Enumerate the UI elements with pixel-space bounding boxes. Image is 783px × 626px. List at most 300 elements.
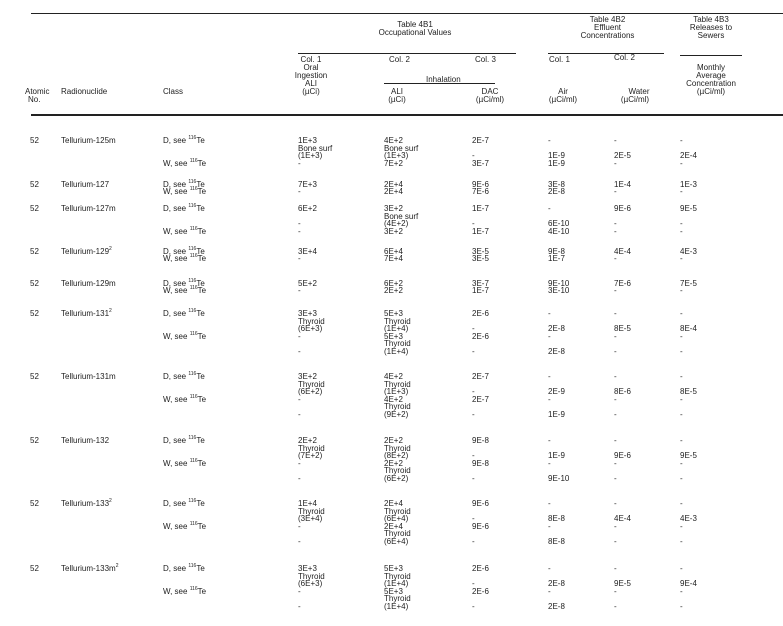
col3-4b1-units <box>470 88 510 104</box>
atomic-number: 52 <box>30 564 39 573</box>
dac-value: 9E-6 <box>472 499 489 508</box>
class-d <box>163 373 205 381</box>
water-value: 7E-6 <box>614 279 631 288</box>
col3-4b1-label: Col. 3 <box>475 55 496 64</box>
isotope-mass: 116 <box>188 308 197 314</box>
sewer-value: - <box>680 394 683 404</box>
air-value: 1E-9 <box>548 151 565 161</box>
oral-value: - <box>298 226 301 236</box>
oral-value: - <box>298 286 301 295</box>
ali-value: 6E+2 <box>384 279 403 288</box>
sewer-value: - <box>680 564 683 573</box>
dac-value: - <box>472 219 475 229</box>
ali-value: (1E+3) <box>384 151 409 161</box>
dac-value: 3E-7 <box>472 279 489 288</box>
atomic-number: 52 <box>30 436 39 445</box>
class-label: D, see <box>163 136 189 145</box>
sewer-value: - <box>680 372 683 381</box>
ali-value: Thyroid <box>384 506 411 516</box>
element-symbol: Te <box>196 136 205 145</box>
element-symbol: Te <box>197 522 207 531</box>
uci-label: (µCi) <box>302 87 320 96</box>
air-value: - <box>548 372 551 381</box>
ali-value: Thyroid <box>384 594 411 604</box>
oral-value: 3E+4 <box>298 247 317 256</box>
water-value: - <box>614 564 617 573</box>
isotope-mass: 116 <box>188 246 197 252</box>
dac-label: DAC <box>481 87 499 96</box>
ali-value: 3E+2 <box>384 226 403 236</box>
air-value: 2E-8 <box>548 602 565 611</box>
sewer-value: - <box>680 286 683 295</box>
oral-value: Thyroid <box>298 316 325 326</box>
radionuclide-label: Tellurium-129 <box>61 247 110 256</box>
oral-value: Thyroid <box>298 506 325 516</box>
water-value: 9E-6 <box>614 451 631 461</box>
oral-value: 3E+3 <box>298 309 317 318</box>
dac-value: 3E-5 <box>472 254 489 263</box>
dac-value: - <box>472 514 475 524</box>
atomic-number: 52 <box>30 309 39 318</box>
dac-value: 9E-6 <box>472 180 489 189</box>
air-value: - <box>548 499 551 508</box>
water-value: - <box>614 499 617 508</box>
ali-value: Thyroid <box>384 379 411 389</box>
ali-value: (8E+2) <box>384 451 409 461</box>
class-label: D, see <box>163 564 189 573</box>
air-value: 2E-9 <box>548 387 565 397</box>
class-w <box>163 228 206 236</box>
radionuclide-name <box>61 373 116 381</box>
water-value: 2E-5 <box>614 151 631 161</box>
isotope-mass: 116 <box>189 253 198 259</box>
table-4b3-label: Table 4B3 <box>693 15 729 24</box>
oral-value: Bone surf <box>298 143 333 153</box>
element-symbol: Te <box>197 254 207 263</box>
ali-value: (1E+4) <box>384 602 409 611</box>
oral-value: Thyroid <box>298 443 325 453</box>
element-symbol: Te <box>196 247 205 256</box>
element-symbol: Te <box>196 436 205 445</box>
ali-value: Bone surf <box>384 211 419 221</box>
sewer-value: - <box>680 254 683 263</box>
footnote-marker: 2 <box>109 498 112 504</box>
sewer-value: 4E-3 <box>680 514 697 524</box>
element-symbol: Te <box>197 187 207 196</box>
ali-value: 7E+4 <box>384 254 403 263</box>
col-4b3-units <box>672 64 750 96</box>
radionuclide-name <box>61 437 109 445</box>
oral-value: (6E+2) <box>298 387 323 397</box>
water-value: 9E-6 <box>614 204 631 213</box>
col1-label: Col. 1 <box>300 55 322 64</box>
oral-value: 1E+4 <box>298 499 317 508</box>
ali-value: 2E+4 <box>384 187 403 196</box>
isotope-mass: 116 <box>188 179 197 185</box>
air-value: 9E-10 <box>548 279 570 288</box>
isotope-mass: 116 <box>189 158 198 164</box>
air-value: 2E-8 <box>548 579 565 589</box>
top-rule <box>31 13 783 14</box>
ali-value: (1E+4) <box>384 324 409 334</box>
element-symbol: Te <box>197 286 207 295</box>
class-label: W, see <box>163 332 190 341</box>
class-label: D, see <box>163 279 189 288</box>
sewer-value: - <box>680 158 683 168</box>
oral-value: - <box>298 394 301 404</box>
ali-value: (1E+4) <box>384 579 409 589</box>
col2-4b1-label: Col. 2 <box>389 55 410 64</box>
oral-value: 1E+3 <box>298 136 317 145</box>
radionuclide-name <box>61 248 112 256</box>
table-4b1-title <box>360 21 470 37</box>
air-value: 1E-9 <box>548 451 565 461</box>
atomic-number: 52 <box>30 180 39 189</box>
radionuclide-label: Tellurium-129m <box>61 279 116 288</box>
dac-value: 9E-8 <box>472 436 489 445</box>
oral-value: Thyroid <box>298 379 325 389</box>
sewer-value: 9E-5 <box>680 204 697 213</box>
ali-value: 2E+4 <box>384 521 403 531</box>
air-value: 4E-10 <box>548 226 570 236</box>
uci-ml-label: (µCi/ml) <box>696 87 726 96</box>
water-value: 8E-5 <box>614 324 631 334</box>
class-label: W, see <box>163 395 190 404</box>
radionuclide-name <box>61 310 112 318</box>
water-value: - <box>614 254 617 263</box>
no-label: No. <box>28 95 41 104</box>
air-value: - <box>548 586 551 596</box>
air-value: 3E-10 <box>548 286 570 295</box>
air-value: - <box>548 394 551 404</box>
ali-value: 4E+2 <box>384 394 403 404</box>
isotope-mass: 116 <box>189 394 198 400</box>
dac-value: 7E-6 <box>472 187 489 196</box>
element-symbol: Te <box>196 279 205 288</box>
dac-value: - <box>472 347 475 356</box>
oral-value: - <box>298 474 301 483</box>
ali-value: 5E+3 <box>384 309 403 318</box>
element-symbol: Te <box>197 227 207 236</box>
radionuclide-label: Tellurium-127 <box>61 180 110 189</box>
element-symbol: Te <box>197 587 207 596</box>
oral-value: Thyroid <box>298 571 325 581</box>
atomic-number: 52 <box>30 204 39 213</box>
sewer-value: - <box>680 410 683 419</box>
class-w <box>163 333 206 341</box>
class-d <box>163 310 205 318</box>
isotope-mass: 116 <box>188 498 197 504</box>
oral-value: - <box>298 410 301 419</box>
oral-label: Oral <box>303 63 319 72</box>
dac-value: 1E-7 <box>472 204 489 213</box>
col1-4b1-header <box>290 56 332 96</box>
sewer-value: 8E-4 <box>680 324 697 334</box>
water-value: - <box>614 372 617 381</box>
ali-value: 5E+3 <box>384 331 403 341</box>
ali-value: Thyroid <box>384 466 411 476</box>
class-label: W, see <box>163 227 190 236</box>
dac-value: 2E-7 <box>472 394 489 404</box>
table-4b2-label: Table 4B2 <box>589 15 626 24</box>
sewer-value: - <box>680 458 683 468</box>
radionuclide-name <box>61 280 116 288</box>
class-label: W, see <box>163 286 190 295</box>
footnote-marker: 2 <box>109 308 112 314</box>
sewer-value: - <box>680 499 683 508</box>
water-value: - <box>614 474 617 483</box>
water-value: - <box>614 521 617 531</box>
air-value: 1E-7 <box>548 254 565 263</box>
sewer-value: - <box>680 219 683 229</box>
water-label: Water <box>628 87 650 96</box>
col2-4b1-units <box>385 88 409 104</box>
inhalation-label: Inhalation <box>426 75 461 84</box>
ali-value: (6E+4) <box>384 537 409 546</box>
concentration-label: Concentration <box>686 79 736 88</box>
radionuclide-label: Tellurium-125m <box>61 136 116 145</box>
class-w <box>163 396 206 404</box>
oral-value: 2E+2 <box>298 436 317 445</box>
sewer-value: 8E-5 <box>680 387 697 397</box>
rule-4b2 <box>548 53 664 54</box>
radionuclide-label: Tellurium-131m <box>61 372 116 381</box>
sewer-value: 2E-4 <box>680 151 697 161</box>
sewer-value: - <box>680 537 683 546</box>
class-label: W, see <box>163 159 190 168</box>
sewer-value: - <box>680 436 683 445</box>
isotope-mass: 116 <box>189 186 198 192</box>
col-atomic-no <box>25 88 49 104</box>
oral-value: (7E+2) <box>298 451 323 461</box>
oral-value: (1E+3) <box>298 151 323 161</box>
dac-value: - <box>472 324 475 334</box>
uci-label: (µCi) <box>388 95 406 104</box>
ali-value: 7E+2 <box>384 158 403 168</box>
element-symbol: Te <box>197 459 207 468</box>
air-value: - <box>548 436 551 445</box>
oral-value: 3E+3 <box>298 564 317 573</box>
sewer-value: - <box>680 187 683 196</box>
dac-value: - <box>472 602 475 611</box>
dac-value: 2E-6 <box>472 564 489 573</box>
ali-value: Bone surf <box>384 143 419 153</box>
water-value: 4E-4 <box>614 514 631 524</box>
col2-4b2-units <box>615 88 655 104</box>
water-value: 4E-4 <box>614 247 631 256</box>
ali-value: (9E+2) <box>384 410 409 419</box>
average-label: Average <box>696 71 726 80</box>
table-4b2-sub1: Effluent <box>594 23 621 32</box>
table-4b1-label: Table 4B1 <box>397 20 433 29</box>
rule-4b1 <box>298 53 516 54</box>
dac-value: 2E-6 <box>472 586 489 596</box>
air-value: 2E-8 <box>548 187 565 196</box>
dac-value: - <box>472 451 475 461</box>
sewer-value: 4E-3 <box>680 247 697 256</box>
water-value: - <box>614 458 617 468</box>
uci-ml-label: (µCi/ml) <box>620 95 650 104</box>
ali-value: Thyroid <box>384 316 411 326</box>
col1-4b2-label: Col. 1 <box>549 55 570 64</box>
dac-value: 2E-6 <box>472 309 489 318</box>
oral-value: (6E+3) <box>298 324 323 334</box>
air-value: - <box>548 564 551 573</box>
dac-value: - <box>472 474 475 483</box>
dac-value: 2E-6 <box>472 331 489 341</box>
footnote-marker: 2 <box>109 246 112 252</box>
class-label: W, see <box>163 187 190 196</box>
element-symbol: Te <box>196 372 205 381</box>
water-value: - <box>614 436 617 445</box>
water-value: - <box>614 347 617 356</box>
isotope-mass: 116 <box>189 285 198 291</box>
sewer-value: 1E-3 <box>680 180 697 189</box>
dac-value: - <box>472 387 475 397</box>
class-w <box>163 287 206 295</box>
element-symbol: Te <box>196 309 205 318</box>
radionuclide-label: Tellurium-127m <box>61 204 116 213</box>
header-bottom-rule <box>31 114 783 116</box>
ali-value: Thyroid <box>384 339 411 349</box>
air-value: 1E-9 <box>548 410 565 419</box>
oral-value: - <box>298 347 301 356</box>
ali-value: 3E+2 <box>384 204 403 213</box>
dac-value: 2E-7 <box>472 136 489 145</box>
air-value: 8E-8 <box>548 514 565 524</box>
isotope-mass: 116 <box>188 278 197 284</box>
radionuclide-name <box>61 137 116 145</box>
air-value: 1E-9 <box>548 158 565 168</box>
ali-value: 2E+2 <box>384 436 403 445</box>
isotope-mass: 116 <box>188 371 197 377</box>
table-4b1-sub: Occupational Values <box>378 28 452 37</box>
water-value: 1E-4 <box>614 180 631 189</box>
class-label: D, see <box>163 204 189 213</box>
table-4b2-sub2: Concentrations <box>580 31 635 40</box>
isotope-mass: 116 <box>189 331 198 337</box>
dac-value: - <box>472 537 475 546</box>
class-d <box>163 137 205 145</box>
air-label: Air <box>558 87 568 96</box>
class-label: D, see <box>163 180 189 189</box>
class-label: W, see <box>163 587 190 596</box>
ali-value: 4E+2 <box>384 136 403 145</box>
isotope-mass: 116 <box>189 521 198 527</box>
air-value: 2E-8 <box>548 347 565 356</box>
class-label: D, see <box>163 372 189 381</box>
water-value: - <box>614 331 617 341</box>
sewer-value: - <box>680 226 683 236</box>
radionuclide-label: Tellurium-131 <box>61 309 110 318</box>
air-value: 8E-8 <box>548 537 565 546</box>
radionuclide-name <box>61 500 112 508</box>
sewer-value: - <box>680 309 683 318</box>
element-symbol: Te <box>196 564 205 573</box>
radionuclide-label: Tellurium-132 <box>61 436 110 445</box>
oral-value: - <box>298 158 301 168</box>
air-value: 3E-8 <box>548 180 565 189</box>
air-value: 9E-10 <box>548 474 570 483</box>
isotope-mass: 116 <box>189 586 198 592</box>
oral-value: (3E+4) <box>298 514 323 524</box>
ali-value: Thyroid <box>384 402 411 412</box>
class-label: D, see <box>163 499 189 508</box>
sewer-value: 9E-5 <box>680 451 697 461</box>
water-value: - <box>614 219 617 229</box>
air-value: - <box>548 309 551 318</box>
oral-value: 6E+2 <box>298 204 317 213</box>
ali-value: (1E+3) <box>384 387 409 397</box>
dac-value: 9E-8 <box>472 458 489 468</box>
oral-value: - <box>298 458 301 468</box>
isotope-mass: 116 <box>188 203 197 209</box>
water-value: - <box>614 537 617 546</box>
isotope-mass: 116 <box>189 226 198 232</box>
ali-value: 6E+4 <box>384 247 403 256</box>
ali-value: 4E+2 <box>384 372 403 381</box>
water-value: - <box>614 586 617 596</box>
sewer-value: - <box>680 602 683 611</box>
isotope-mass: 116 <box>188 135 197 141</box>
element-symbol: Te <box>196 499 205 508</box>
water-value: - <box>614 309 617 318</box>
isotope-mass: 116 <box>188 435 197 441</box>
dac-value: 2E-7 <box>472 372 489 381</box>
ali-value: (4E+2) <box>384 219 409 229</box>
water-value: - <box>614 226 617 236</box>
ali-value: Thyroid <box>384 529 411 539</box>
atomic-number: 52 <box>30 247 39 256</box>
col-radionuclide: Radionuclide <box>61 87 108 96</box>
ali-value: Thyroid <box>384 571 411 581</box>
table-4b3-sub1: Releases to <box>689 23 733 32</box>
element-symbol: Te <box>196 180 205 189</box>
radionuclide-name <box>61 181 109 189</box>
ali-value: 2E+4 <box>384 180 403 189</box>
ali-value: 2E+2 <box>384 458 403 468</box>
dac-value: - <box>472 410 475 419</box>
water-value: - <box>614 286 617 295</box>
sewer-value: - <box>680 474 683 483</box>
water-value: 9E-5 <box>614 579 631 589</box>
atomic-number: 52 <box>30 372 39 381</box>
radionuclide-name <box>61 205 116 213</box>
water-value: - <box>614 158 617 168</box>
uci-ml-label: (µCi/ml) <box>548 95 578 104</box>
table-4b3-title <box>672 16 750 40</box>
air-value: - <box>548 521 551 531</box>
class-label: W, see <box>163 254 190 263</box>
atomic-number: 52 <box>30 279 39 288</box>
class-label: D, see <box>163 247 189 256</box>
radionuclide-label: Tellurium-133m <box>61 564 116 573</box>
sewer-value: - <box>680 136 683 145</box>
air-value: - <box>548 136 551 145</box>
element-symbol: Te <box>197 395 207 404</box>
oral-value: - <box>298 219 301 229</box>
oral-value: - <box>298 187 301 196</box>
water-value: - <box>614 394 617 404</box>
col-class: Class <box>163 87 184 96</box>
water-value: - <box>614 136 617 145</box>
ali-value: 2E+2 <box>384 286 403 295</box>
dac-value: 1E-7 <box>472 286 489 295</box>
table-4b3-sub2: Sewers <box>697 31 725 40</box>
table-4b2-title <box>560 16 655 40</box>
radionuclide-label: Tellurium-133 <box>61 499 110 508</box>
isotope-mass: 116 <box>189 458 198 464</box>
